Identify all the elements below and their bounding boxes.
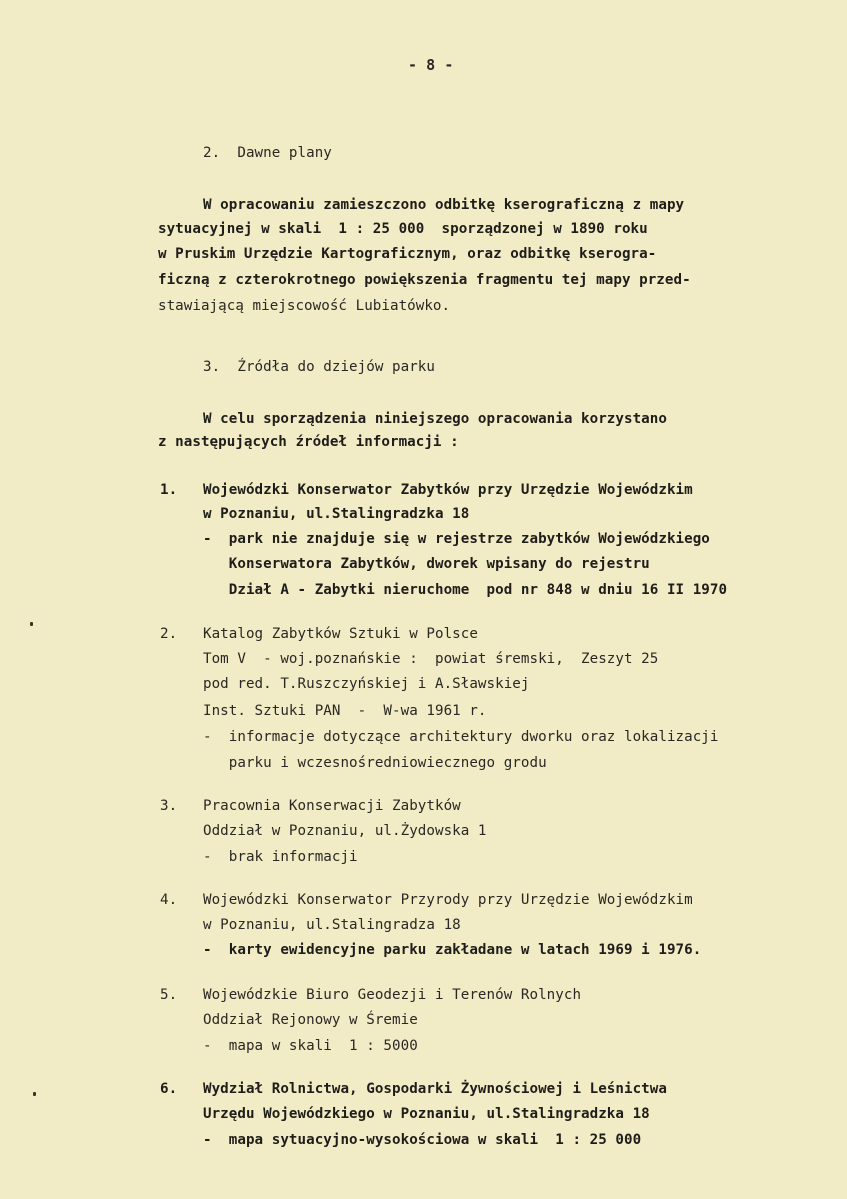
list-item-line: Wojewódzki Konserwator Przyrody przy Urzędzie Wojewódzkim	[203, 892, 693, 908]
list-item-line: w Poznaniu, ul.Stalingradzka 18	[203, 506, 470, 522]
list-item-line: Oddział Rejonowy w Śremie	[203, 1012, 418, 1028]
list-item-number: 1.	[160, 482, 178, 498]
list-item-line: - brak informacji	[203, 849, 358, 865]
list-item-line: Wojewódzki Konserwator Zabytków przy Urzędzie Wojewódzkim	[203, 482, 693, 498]
section-2-line: w Pruskim Urzędzie Kartograficznym, oraz odbitkę kserogra-	[158, 246, 657, 262]
section-2-heading: 2. Dawne plany	[203, 145, 332, 161]
section-2-line: sytuacyjnej w skali 1 : 25 000 sporządzonej w 1890 roku	[158, 221, 648, 237]
list-item-line: Tom V - woj.poznańskie : powiat śremski, Zeszyt 25	[203, 651, 659, 667]
section-2-line: W opracowaniu zamieszczono odbitkę kserograficzną z mapy	[203, 197, 685, 213]
list-item-number: 5.	[160, 987, 178, 1003]
list-item-line: - karty ewidencyjne parku zakładane w latach 1969 i 1976.	[203, 942, 702, 958]
list-item-line: Wydział Rolnictwa, Gospodarki Żywnościowej i Leśnictwa	[203, 1081, 667, 1097]
scan-speck	[30, 622, 33, 626]
list-item-line: - park nie znajduje się w rejestrze zabytków Wojewódzkiego	[203, 531, 710, 547]
section-3-intro-line: W celu sporządzenia niniejszego opracowania korzystano	[203, 411, 667, 427]
list-item-line: w Poznaniu, ul.Stalingradza 18	[203, 917, 461, 933]
section-2-line: ficzną z czterokrotnego powiększenia fragmentu tej mapy przed-	[158, 272, 691, 288]
list-item-line: Dział A - Zabytki nieruchome pod nr 848 w dniu 16 II 1970	[203, 582, 728, 598]
section-3-heading: 3. Źródła do dziejów parku	[203, 359, 435, 375]
list-item-number: 4.	[160, 892, 178, 908]
list-item-line: Inst. Sztuki PAN - W-wa 1961 r.	[203, 703, 487, 719]
list-item-line: pod red. T.Ruszczyńskiej i A.Sławskiej	[203, 676, 530, 692]
list-item-line: Konserwatora Zabytków, dworek wpisany do rejestru	[203, 556, 650, 572]
list-item-line: - informacje dotyczące architektury dworku oraz lokalizacji	[203, 729, 719, 745]
page-number: - 8 -	[408, 56, 454, 74]
list-item-number: 6.	[160, 1081, 178, 1097]
list-item-line: Urzędu Wojewódzkiego w Poznaniu, ul.Stalingradzka 18	[203, 1106, 650, 1122]
list-item-line: Wojewódzkie Biuro Geodezji i Terenów Rolnych	[203, 987, 582, 1003]
list-item-line: - mapa w skali 1 : 5000	[203, 1038, 418, 1054]
section-2-line: stawiającą miejscowość Lubiatówko.	[158, 298, 451, 314]
scan-speck	[33, 1092, 36, 1096]
list-item-number: 2.	[160, 626, 178, 642]
list-item-line: Pracownia Konserwacji Zabytków	[203, 798, 461, 814]
list-item-line: - mapa sytuacyjno-wysokościowa w skali 1 : 25 000	[203, 1132, 642, 1148]
list-item-line: Katalog Zabytków Sztuki w Polsce	[203, 626, 478, 642]
list-item-line: Oddział w Poznaniu, ul.Żydowska 1	[203, 823, 487, 839]
list-item-line: parku i wczesnośredniowiecznego grodu	[203, 755, 547, 771]
section-3-intro-line: z następujących źródeł informacji :	[158, 434, 459, 450]
list-item-number: 3.	[160, 798, 178, 814]
